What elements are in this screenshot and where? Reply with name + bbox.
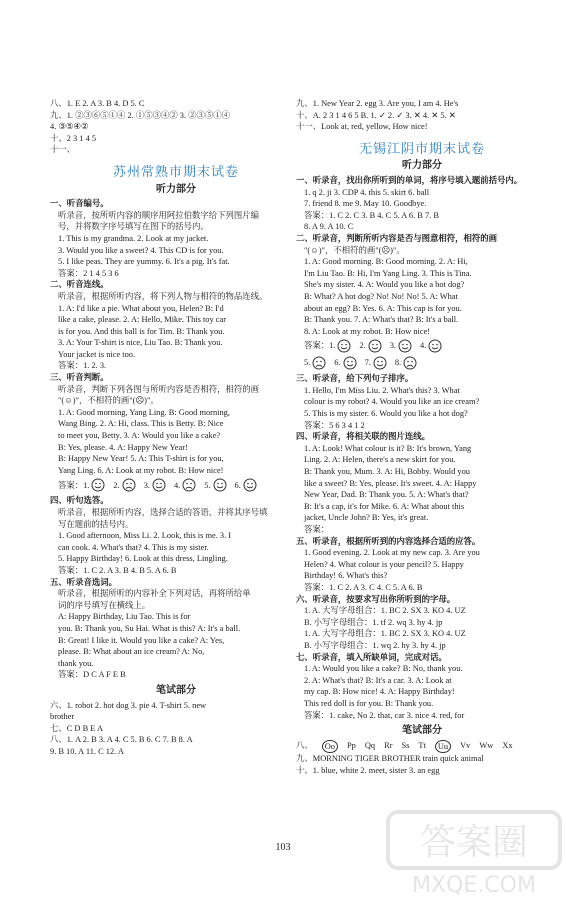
text-line: is for you. And this ball is for Tim. B: Thank you. [58,326,225,336]
text-line: 1. Good afternoon, Miss Li. 2. Look, this is me. 3. I [58,531,232,541]
sad-face-icon [403,356,417,370]
answer-line: 答案：5 6 3 4 1 2 [304,420,365,430]
text-line: 1. A: I'd like a pie. What about you, Helen? B: I'd [58,303,224,313]
answer-line: 8. A 9. A 10. C [304,222,354,232]
answer-label: 答案：1. [304,341,336,351]
face-answer [113,478,135,492]
text-line: 1. A: Would you like a cake? B: No, thank you. [304,664,463,674]
letter: Rr [384,740,393,750]
text-line: She's my sister. 4. A: Would you like a hot dog? [304,280,465,290]
answer-label: 3. [389,341,396,351]
sad-face-icon [312,356,326,370]
text-line: 听录音，根据所听内容，选择合适的答语，并将其序号填 [58,508,268,517]
text-line: I'm Liu Tao. B: Hi, I'm Yang Ling. 3. This is Tina. [304,268,472,278]
text-line: 8. A: Look at my robot. B: How nice! [304,326,431,336]
answer-line: 十、1. blue, white 2. meet, sister 3. an egg [296,765,440,775]
text-line: about an egg? B: Yes. 6. A: This cap is for you. [304,303,462,313]
text-line: 7. friend 8. me 9. May 10. Goodbye. [304,199,427,209]
answer-line: 答案：2 1 4 5 3 6 [58,268,119,278]
watermark-logo [382,806,566,900]
text-line: 1. A: Look! What colour is it? B: It's brown, Yang [304,443,472,453]
part-title: 听力部分 [156,183,196,195]
answer-line: 七、C D B E A [50,723,104,733]
face-answer [390,339,412,353]
answer-line: brother [50,712,75,722]
text-line: B: It's a cap, it's for Mike. 6. A: What about this [304,501,465,511]
answer-line: 十、A. 2 3 1 4 6 5 B. 1. ✓ 2. ✓ 3. ✕ 4. ✕ 5. ✕ [296,110,456,120]
text-line: 听录音，根据所听的内容补全下列对话，再将所给单 [58,589,251,599]
letter: Qq [364,740,376,750]
smiley-face-icon [337,339,351,353]
face-answer [304,339,351,353]
text-line: 3. A: Your T-shirt is nice, Liu Tao. B: Thank you. [58,338,223,348]
text-line: 听录音，根据所听内容，将下列人物与相符的物品连线。 [58,291,268,301]
letter: Ww [479,740,494,750]
text-line: B: Thank you, Mum. 3. A: Hi, Bobby. Would you [304,467,470,477]
answer-label: 7. [364,358,371,368]
letter: Vv [460,740,471,750]
text-line: "(☺)"，不相符的画"(☹)"。 [304,245,405,255]
text-line: can cook. 4. What's that? 4. This is my sister. [58,542,209,552]
text-line: 1. A. 大写字母组合：1. BC 2. SX 3. KO 4. UZ [304,606,466,616]
text-line: B: What? A hot dog? No! No! No! 5. A: What [304,291,458,301]
right-column [296,98,548,776]
text-line: 写在题前的括号内。 [58,519,134,529]
answer-line: 八、1. A 2. B 3. A 4. C 5. B 6. C 7. B 8. A [50,735,193,745]
section-heading: 五、听录音，根据所听到的内容选择合适的应答。 [296,536,481,546]
text-line: New Year, Dad. B: Thank you. 5. A: What's that? [304,490,469,500]
face-answers [50,478,302,492]
sad-face-icon [182,478,196,492]
text-line: 1. q 2. ji 3. CDP 4. this 5. skirt 6. ball [304,187,430,197]
answer-label: 6. [234,480,241,490]
face-answer [359,339,381,353]
answer-label: 4. [173,480,181,490]
letter: Pp [347,740,356,750]
text-line: jacket, Uncle John? B: Yes, it's great. [304,513,429,523]
text-line: 3. Would you like a sweet? 4. This CD is for you. [58,245,224,255]
section-heading: 五、听录音选词。 [50,577,117,587]
text-line: A: Happy Birthday, Liu Tao. This is for [58,612,191,622]
page-number: 103 [275,842,291,853]
section-heading: 四、听句选答。 [50,496,109,506]
section-heading: 四、听录音，将相关联的图片连线。 [296,432,430,442]
text-line: 5. This is my sister. 6. Would you like a hot dog? [304,409,468,419]
text-line: like a sweet? B: Yes, please. It's sweet. 4. A: Happy [304,478,477,488]
text-line: B: Thank you. 7. A: What's that? B: It's a ball. [304,315,459,325]
face-answer [235,478,257,492]
section-heading: 三、听录音，给下列句子排序。 [296,374,414,384]
face-answers [296,339,548,353]
smiley-face-icon [213,478,227,492]
text-line: Your jacket is nice too. [58,349,136,359]
text-line: B: Great! I like it. Would you like a cake? A: Yes, [58,635,225,645]
answer-line: 4. ③⑤④② [50,122,89,132]
answer-label: 3. [143,480,150,490]
smiley-face-icon [373,356,387,370]
face-answer [144,478,166,492]
answer-label: 5. [304,358,311,368]
text-line: you. B: Thank you, Su Hai. What is this? A: It's a ball. [58,623,241,633]
answer-line: 答案：1. 2. 3. [58,361,107,371]
text-line: Wang Bing. 2. A: Hi, class. This is Betty. B: Nice [58,419,224,429]
answer-line: 答案：1. C 2. A 3. B 4. B 5. A 6. B [58,565,177,575]
text-line: 听录音，判断下列各图与所听内容是否相符，相符的画 [58,384,259,394]
letter: Ss [401,740,410,750]
answer-line: 答案： [304,525,330,534]
part-title: 听力部分 [402,160,442,172]
face-answer [420,339,442,353]
answer-line: 答案：1. C 2. A 3. C 4. C 5. A 6. B [304,582,423,592]
section-heading: 一、听录音，找出你所听到的单词，将序号填入题前括号内。 [296,175,523,185]
sad-face-icon [122,478,136,492]
answer-label: 八、 [296,740,313,750]
face-answer [304,356,326,370]
text-line: B. 小写字母组合：1. wq 2. hy 3. hy 4. jp [304,640,446,650]
letter: Xx [502,740,513,750]
text-line: 2. A: What's that? B: It's a car. 3. A: Look at [304,675,452,685]
text-line: colour is my robot? 4. Would you like an ice cream? [304,397,480,407]
part-title: 笔试部分 [402,725,442,737]
text-line: please. B: What about an ice cream? A: No, [58,647,205,657]
answer-label: 8. [394,358,402,368]
exam-title: 无锡江阴市期末试卷 [358,140,485,156]
section-heading: 一、听音编号。 [50,199,109,209]
text-line: 听录音，按所听内容的顺序用阿拉伯数字给下列图片编 [58,210,259,220]
text-line: 号，并将数字序号填写在图下的括号内。 [58,222,209,232]
answer-line: 六、1. robot 2. hot dog 3. pie 4. T-shirt 5. new [50,700,207,710]
svg-text:MXQE.COM: MXQE.COM [412,873,536,898]
answer-line: 八、1. E 2. A 3. B 4. D 5. C [50,99,145,108]
circled-letter: Uu [435,740,451,754]
answer-line: 十一、 [50,145,76,155]
answer-label: 4. [419,341,427,351]
section-heading: 二、听录音，判断所听内容是否与图意相符，相符的画 [296,233,497,243]
face-answer [174,478,196,492]
text-line: Helen? 4. What colour is your pencil? 5. Happy [304,559,464,569]
exam-title: 苏州常熟市期末试卷 [112,163,239,179]
text-line: 5. Happy Birthday! 6. Look at this dress, Lingling. [58,554,228,564]
section-heading: 六、听录音，按要求写出你所听到的字母。 [296,594,456,604]
smiley-face-icon [428,339,442,353]
text-line: Yang Ling. 6. A: Look at my robot. B: How nice! [58,465,224,475]
smiley-face-icon [243,478,257,492]
text-line: 1. A: Good morning. B: Good morning. 2. A: Hi, [304,257,468,267]
letter-row [296,740,548,754]
face-answers [296,356,548,370]
text-line: thank you. [58,658,94,668]
text-line: 1. This is my grandma. 2. Look at my jacket. [58,233,209,243]
text-line: 1. Good evening. 2. Look at my new cap. 3. Are you [304,548,480,558]
text-line: B. 小写字母组合：1. tf 2. wq 3. hy 4. jp [304,617,443,627]
answer-line: 九、1. New Year 2. egg 3. Are you, I am 4. He's [296,99,459,108]
smiley-face-icon [152,478,166,492]
text-line: 1. Hello, I'm Miss Liu. 2. What's this? 3. What [304,385,460,395]
text-line: B: Yes, please. 4. A: Happy New Year! [58,442,188,452]
text-line: 5. I like peas. They are yummy. 6. It's a pig. It's fat. [58,257,230,267]
text-line: Ling. 2. A: Helen, there's a new skirt for you. [304,455,456,465]
text-line: 1. A. 大写字母组合：1. BC 2. SX 3. KO 4. UZ [304,629,466,639]
left-column [50,98,302,757]
text-line: This red doll is for you. B: Thank you. [304,698,434,708]
answer-line: 9. B 10. A 11. C 12. A [50,746,124,756]
smiley-face-icon [398,339,412,353]
section-heading: 三、听音判断。 [50,373,109,383]
face-answer [58,478,105,492]
answer-line: 答案：D C A F E B [58,670,126,680]
answer-label: 2. [113,480,120,490]
answer-line: 十、2 3 1 4 5 [50,133,97,143]
section-heading: 七、听录音，填入所缺单词，完成对话。 [296,652,447,662]
text-line: like a cake, please. 2. A: Hello, Mike. This toy car [58,315,226,325]
face-answer [395,356,417,370]
answer-line: 十一、Look at, red, yellow, How nice! [296,122,428,132]
text-line: to meet you, Betty. 3. A: Would you like a cake? [58,431,221,441]
smiley-face-icon [368,339,382,353]
answer-label: 6. [334,358,341,368]
answer-line: 九、1. ②③⑥⑤①④ 2. ①⑤③④② 3. ②③⑤①④ [50,110,231,120]
face-answer [204,478,226,492]
section-heading: 二、听音连线。 [50,280,109,290]
text-line: 1. A: Good morning, Yang Ling. B: Good morning, [58,407,230,417]
face-answer [334,356,356,370]
answer-line: 九、MORNING TIGER BROTHER train quick animal [296,754,484,764]
text-line: Birthday! 6. What's this? [304,571,388,581]
answer-label: 2. [359,341,366,351]
text-line: my cap. B: How nice! 4. A: Happy Birthday! [304,687,455,697]
circled-letter: Oo [322,740,338,754]
text-line: 词的序号填写在横线上。 [58,600,151,610]
answer-line: 答案：1. C 2. C 3. B 4. C 5. A 6. B 7. B [304,210,439,220]
letter: Tt [418,740,426,750]
text-line: "(☺)"，不相符的画"(☹)"。 [58,396,159,406]
smiley-face-icon [91,478,105,492]
part-title: 笔试部分 [156,684,196,696]
text-line: B: Happy New Year! 5. A: This T-shirt is for you, [58,454,224,464]
smiley-face-icon [343,356,357,370]
svg-text:答案圈: 答案圈 [419,822,529,863]
face-answer [365,356,387,370]
answer-label: 5. [204,480,211,490]
answer-label: 答案：1. [58,480,90,490]
answer-line: 答案：1. cake, No 2. that, car 3. nice 4. red, for [304,710,465,720]
